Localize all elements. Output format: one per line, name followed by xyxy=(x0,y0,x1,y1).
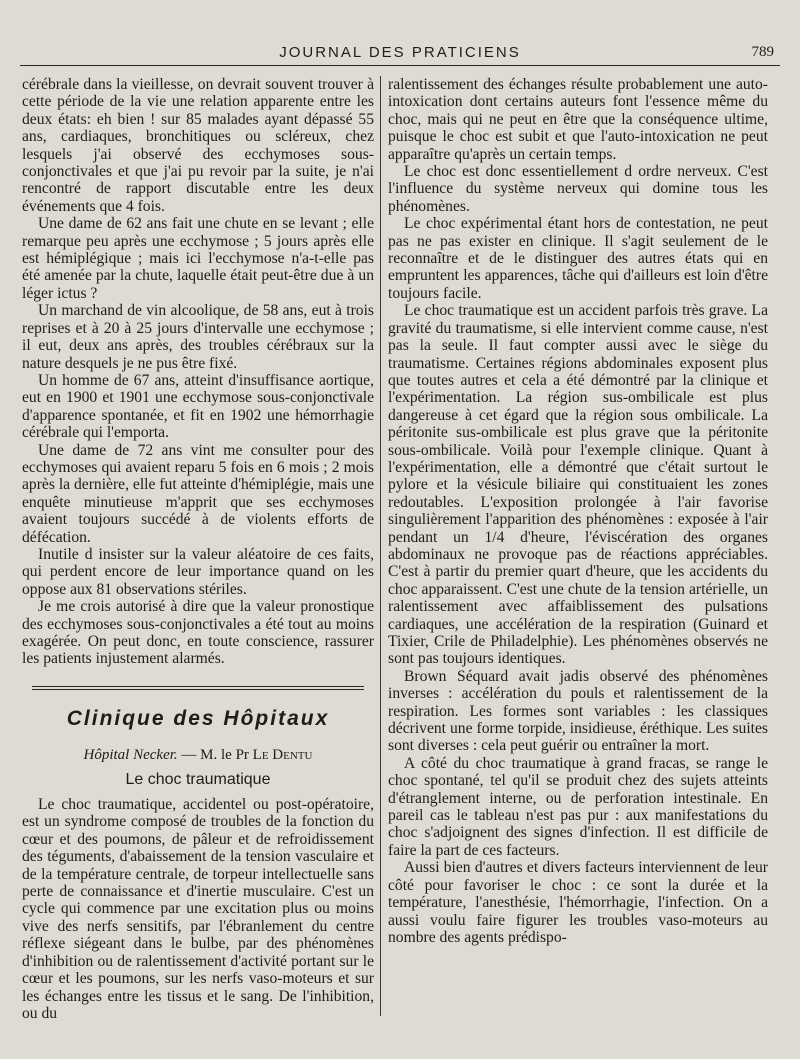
left-column xyxy=(22,76,374,1036)
byline-hospital: Hôpital Necker. xyxy=(83,747,178,764)
paragraph: Un marchand de vin alcoolique, de 58 ans, eut à trois reprises et à 20 à 25 jours d'intervalle une ecchymose ; il eut, deux ans après, des troubles cérébraux sur la nature desquels je ne pus être fixé. xyxy=(22,302,374,372)
column-divider xyxy=(380,76,381,1016)
header-rule xyxy=(20,65,780,66)
byline xyxy=(22,747,374,764)
paragraph: Le choc expérimental étant hors de contestation, ne peut pas ne pas exister en clinique. Il s'agit seulement de le reconnaître et de le distinguer des autres états qui en empruntent les apparences, tâche qui d'ailleurs est loin d'être toujours facile. xyxy=(388,215,768,302)
paragraph: A côté du choc traumatique à grand fracas, se range le choc spontané, tel qu'il se produit chez des sujets atteints d'étranglement interne, ou de perforation intestinale. En pareil cas le tableau n'est pas pur : aux manifestations du choc s'adjoignent des signes d'infection. Il est difficile de faire la part de ces facteurs. xyxy=(388,754,768,859)
section-divider xyxy=(32,686,364,690)
page-header xyxy=(20,40,780,66)
paragraph: Le choc est donc essentiellement d ordre nerveux. C'est l'influence du système nerveux qui domine tous les phénomènes. xyxy=(388,163,768,215)
right-column xyxy=(388,76,768,1036)
paragraph: ralentissement des échanges résulte probablement une auto-intoxication dont certains auteurs font l'essence même du choc, mais qui ne peut en être que la conséquence ultime, puisque le choc est subit et que l'auto-intoxication ne peut apparaître qu'après un certain temps. xyxy=(388,76,768,163)
paragraph: Aussi bien d'autres et divers facteurs interviennent de leur côté pour favoriser le choc : ce sont la durée et la température, l'anesthésie, l'hémorrhagie, l'infection. On a aussi voulu faire figurer les troubles vaso-moteurs au nombre des agents prédispo- xyxy=(388,859,768,946)
page-number: 789 xyxy=(751,44,774,60)
byline-separator: — M. le Pr xyxy=(177,747,253,764)
paragraph: Le choc traumatique est un accident parfois très grave. La gravité du traumatisme, si elle intervient comme cause, n'est pas la seule. Il faut compter aussi avec le siège du traumatisme. Certaines régions abdominales exposent plus que toutes autres et cela a été démontré par la clinique et l'expérimentation. La région sus-ombilicale est plus dangereuse à cet égard que la région sous ombilicale. La péritonite sus-ombilicale est plus grave que la péritonite sous-ombilicale. Voilà pour l'exemple clinique. Quant à l'expérimentation, elle a démontré que c'était surtout le pylore et la vésicule biliaire qui constituaient les zones redoutables. L'exposition prolongée à l'air favorise singulièrement l'apparition des phénomènes : exposée à l'air pendant un 1/4 d'heure, l'éviscération des organes abdominaux ne provoque pas de réactions appréciables. C'est à partir du premier quart d'heure, que les accidents du choc apparaissent. C'est une chute de la tension artérielle, un ralentissement avec affaiblissement des pulsations cardiaques, une accélération de la respiration (Guinard et Tixier, Crile de Philadelphie). Les phénomènes observés ne sont pas toujours identiques. xyxy=(388,302,768,668)
paragraph: cérébrale dans la vieillesse, on devrait souvent trouver à cette période de la vie une relation apparente entre les deux états: eh bien ! sur 85 malades ayant dépassé 55 ans, cardiaques, bronchitiques ou scléreux, chez lesquels j'ai observé des ecchymoses sous-conjonctivales et que j'ai pu revoir par la suite, je n'ai rencontré de rapport discutable entre les deux événements que 4 fois. xyxy=(22,76,374,215)
paragraph: Inutile d insister sur la valeur aléatoire de ces faits, qui perdent encore de leur importance quand on les oppose aux 81 observations stériles. xyxy=(22,545,374,598)
paragraph: Une dame de 72 ans vint me consulter pour des ecchymoses qui avaient reparu 5 fois en 6 mois ; 2 mois après la dernière, elle fut atteinte d'hémiplégie, mais une enquête minutieuse m'apprit que ses ecchymoses avaient toujours succédé à de violents efforts de défécation. xyxy=(22,441,374,546)
paragraph: Le choc traumatique, accidentel ou post-opératoire, est un syndrome composé de troubles de la fonction du cœur et des poumons, de pâleur et de refroidissement des téguments, d'abaissement de la tension vasculaire et de la température centrale, de torpeur intellectuelle sans perte de connaissance et d'inertie musculaire. C'est un cycle qui commence par une excitation plus ou moins vive des nerfs sensitifs, par l'ébranlement du centre réflexe siégeant dans le bulbe, par des phénomènes d'inhibition ou de ralentissement d'activité portant sur le cœur et les poumons, sur les nerfs vaso-moteurs et sur les échanges entre les tissus et le sang. De l'inhibition, ou du xyxy=(22,796,374,1022)
section-title: Clinique des Hôpitaux xyxy=(66,706,330,730)
journal-title: JOURNAL DES PRATICIENS xyxy=(279,44,521,61)
article-title: Le choc traumatique xyxy=(125,770,271,788)
paragraph: Un homme de 67 ans, atteint d'insuffisance aortique, eut en 1900 et 1901 une ecchymose sous-conjonctivale d'apparence spontanée, et fit en 1902 une hémorrhagie cérébrale qui l'emporta. xyxy=(22,371,374,442)
paragraph: Une dame de 62 ans fait une chute en se levant ; elle remarque peu après une ecchymose ; 5 jours après elle est hémiplégique ; mais ici l'ecchymose n'a-t-elle pas été amenée par la chute, laquelle était peut-être due à un léger ictus ? xyxy=(22,215,374,302)
byline-author: Le Dentu xyxy=(252,747,313,764)
paragraph: Brown Séquard avait jadis observé des phénomènes inverses : accélération du pouls et ralentissement de la respiration. Les formes sont variables : les classiques décrivent une forme torpide, insidieuse, éréthique. Les suites sont diverses : cela peut guérir ou entraîner la mort. xyxy=(388,667,768,755)
paragraph: Je me crois autorisé à dire que la valeur pronostique des ecchymoses sous-conjonctivales a été tout au moins exagérée. On peut donc, en toute conscience, rassurer les patients injustement alarmés. xyxy=(22,598,374,668)
